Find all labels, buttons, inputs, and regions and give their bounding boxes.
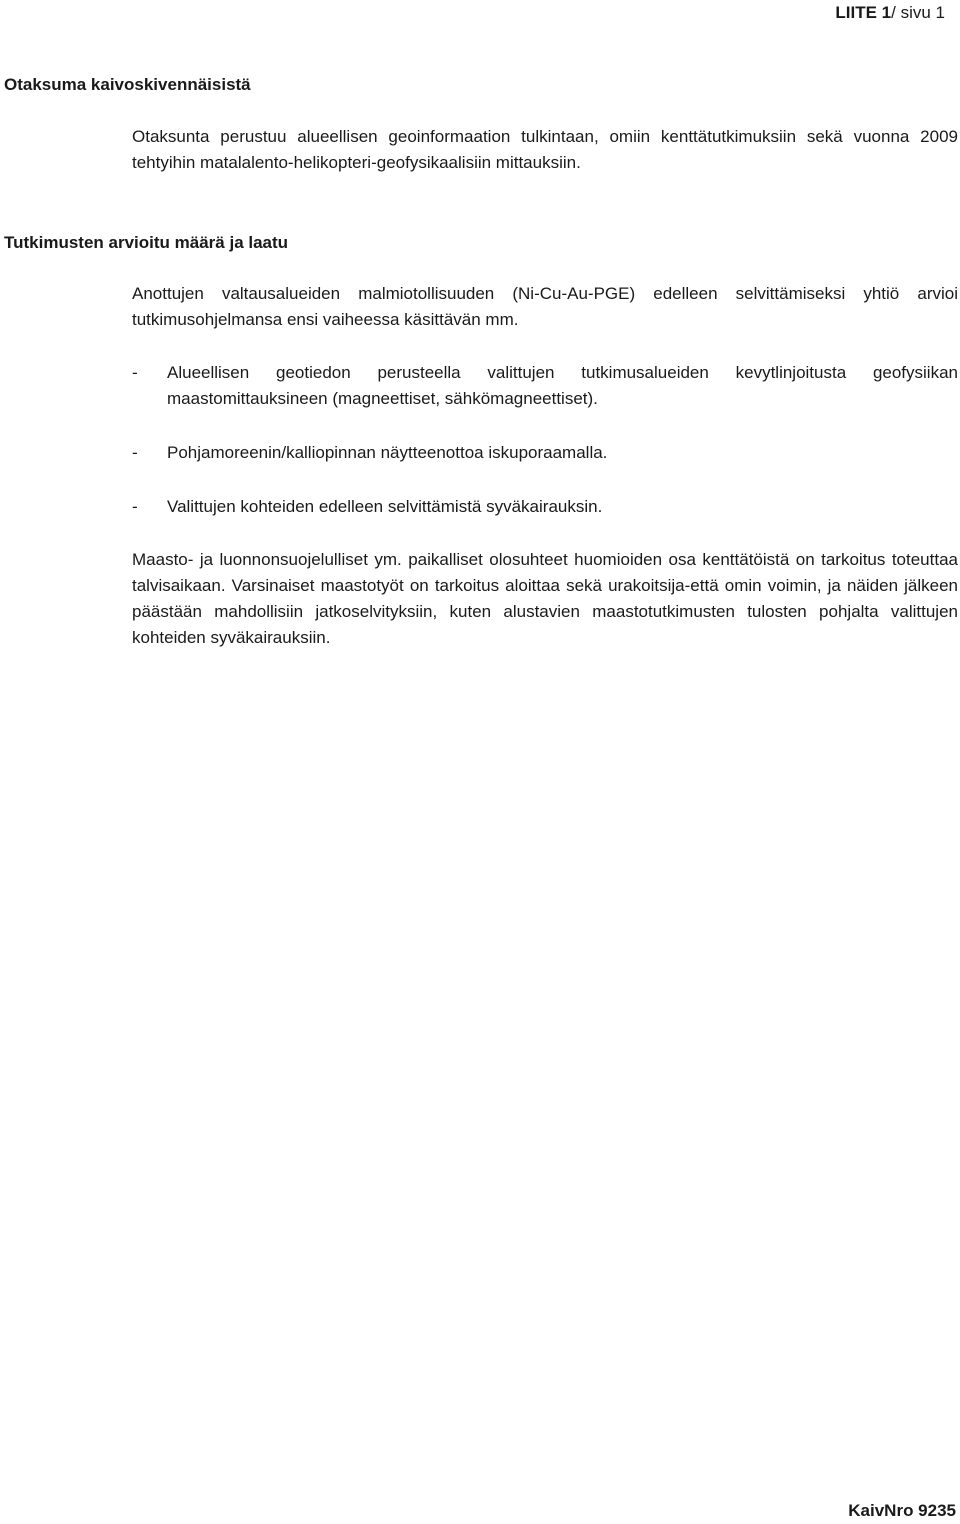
bullet-dash: - [132,443,138,462]
document-reference: KaivNro 9235 [848,1501,956,1520]
list-item-text: Alueellisen geotiedon perusteella valittujen tutkimusalueiden kevytlinjoitusta geofysiikan maastomittauksineen (magneettiset, sähkömagneettiset). [167,363,958,408]
mineral-estimate-paragraph: Otaksunta perustuu alueellisen geoinformaation tulkintaan, omiin kenttätutkimuksiin sekä vuonna 2009 tehtyihin matalalento-helikopteri-geofysikaalisiin mittauksiin. [132,127,958,172]
bullet-dash: - [132,363,138,382]
page-number-label: / sivu 1 [891,3,945,22]
research-plan-intro-paragraph: Anottujen valtausalueiden malmiotollisuuden (Ni-Cu-Au-PGE) edelleen selvittämiseksi yhtiö arvioi tutkimusohjelmansa ensi vaiheessa käsittävän mm. [132,284,958,329]
appendix-label: LIITE 1 [835,3,892,22]
list-item [132,440,958,466]
page-header [835,2,945,24]
fieldwork-paragraph: Maasto- ja luonnonsuojelulliset ym. paikalliset olosuhteet huomioiden osa kenttätöistä on tarkoitus toteuttaa talvisaikaan. Varsinaiset maastotyöt on tarkoitus aloittaa sekä urakoitsija-että omin voimin, ja näiden jälkeen päästään mahdollisiin jatkoselvityksiin, kuten alustavien maastotutkimusten tulosten pohjalta valittujen kohteiden syväkairauksiin. [132,550,958,647]
list-item-text: Valittujen kohteiden edelleen selvittämistä syväkairauksin. [167,497,603,516]
bullet-dash: - [132,497,138,516]
list-item [132,360,958,412]
list-item [132,494,958,520]
list-item-text: Pohjamoreenin/kalliopinnan näytteenottoa iskuporaamalla. [167,443,608,462]
section-heading-research-plan: Tutkimusten arvioitu määrä ja laatu [4,233,289,252]
section-heading-mineral-estimate: Otaksuma kaivoskivennäisistä [4,75,251,94]
